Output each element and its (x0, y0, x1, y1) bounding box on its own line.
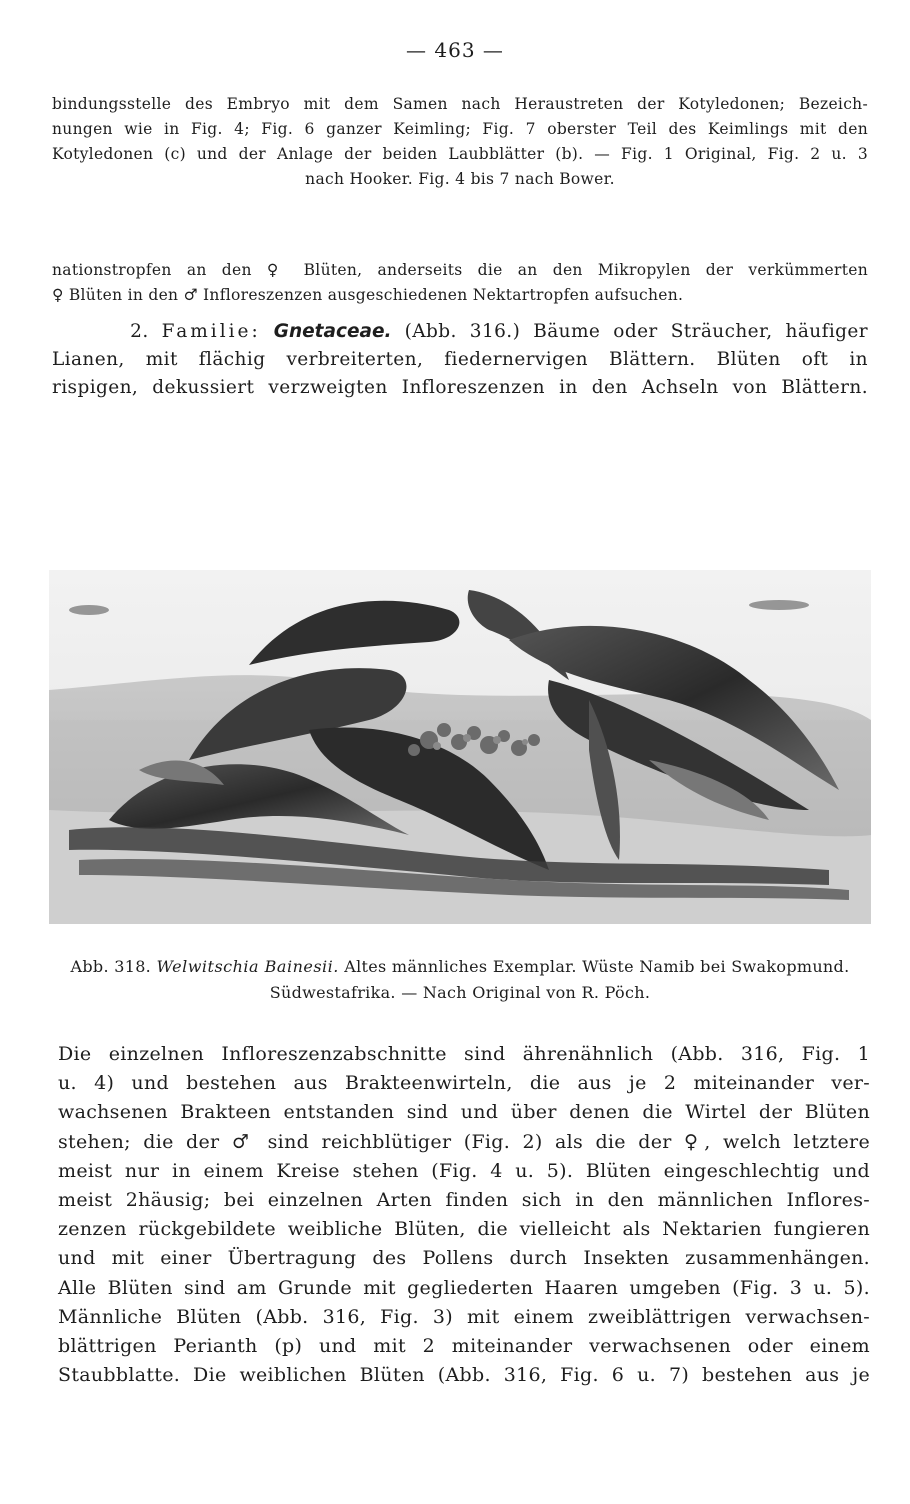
text-line: Staubblatte. Die weiblichen Blüten (Abb. 316, Fig. 6 u. 7) bestehen aus je (58, 1364, 870, 1387)
text-line: Männliche Blüten (Abb. 316, Fig. 3) mit einem zweiblättrigen verwachsen- (58, 1305, 870, 1328)
figure-number: Abb. 318. (70, 957, 152, 976)
caption-line: bindungsstelle des Embryo mit dem Samen nach Heraustreten der Kotyledonen; Bezeich- (52, 95, 868, 113)
text-line: zenzen rückgebildete weibliche Blüten, die vielleicht als Nektarien fungieren (58, 1218, 870, 1241)
text-line (52, 318, 868, 346)
text-line: Alle Blüten sind am Grunde mit gegliederten Haaren umgeben (Fig. 3 u. 5). (58, 1276, 870, 1299)
text-line: ♀ Blüten in den ♂ Infloreszenzen ausgeschiedenen Nektartropfen aufsuchen. (52, 286, 684, 304)
family-name: Gnetaceae. (273, 321, 392, 342)
caption-line: Kotyledonen (c) und der Anlage der beiden Laubblätter (b). — Fig. 1 Original, Fig. 2 u. 3 (52, 145, 868, 163)
text-line: meist 2häusig; bei einzelnen Arten finden sich in den männlichen Inflores- (58, 1189, 870, 1212)
text-line: stehen; die der ♂ sind reichblütiger (Fig. 2) als die der ♀, welch letztere (58, 1130, 870, 1153)
previous-figure-caption (52, 92, 868, 192)
text-line: und mit einer Übertragung des Pollens durch Insekten zusammenhängen. (58, 1247, 870, 1270)
caption-line-1 (52, 954, 868, 980)
caption-description: Altes männliches Exemplar. Wüste Namib bei Swakopmund. (344, 957, 850, 976)
figure-caption (52, 954, 868, 1006)
continued-paragraph (52, 258, 868, 308)
text-line: blättrigen Perianth (p) und mit 2 miteinander verwachsenen oder einem (58, 1335, 870, 1358)
species-name: Welwitschia Bainesii. (156, 957, 339, 976)
text-line: Lianen, mit flächig verbreiterten, fiedernervigen Blättern. Blüten oft in (52, 349, 868, 370)
text-line: nationstropfen an den ♀ Blüten, anderseits die an den Mikropylen der verkümmerten (52, 261, 868, 279)
family-paragraph (52, 318, 868, 402)
text-line: Die einzelnen Infloreszenzabschnitte sind ährenähnlich (Abb. 316, Fig. 1 (58, 1043, 870, 1065)
caption-line: nungen wie in Fig. 4; Fig. 6 ganzer Keimling; Fig. 7 oberster Teil des Keimlings mit den (52, 120, 868, 138)
welwitschia-photograph (49, 570, 871, 924)
text-line: wachsenen Brakteen entstanden sind und über denen die Wirtel der Blüten (58, 1101, 870, 1124)
text-line: meist nur in einem Kreise stehen (Fig. 4 u. 5). Blüten eingeschlechtig und (58, 1159, 870, 1182)
family-label: Familie: (161, 321, 261, 342)
body-paragraph (58, 1040, 870, 1390)
text-line: rispigen, dekussiert verzweigten Infloreszenzen in den Achseln von Blättern. (52, 377, 868, 398)
page-number: — 463 — (406, 38, 504, 62)
text-line: u. 4) und bestehen aus Brakteenwirteln, die aus je 2 miteinander ver- (58, 1072, 870, 1095)
family-description: (Abb. 316.) Bäume oder Sträucher, häufiger (404, 321, 868, 342)
caption-line: nach Hooker. Fig. 4 bis 7 nach Bower. (305, 170, 615, 188)
caption-line-2: Südwestafrika. — Nach Original von R. Pöch. (269, 983, 651, 1002)
family-number: 2. (130, 321, 149, 342)
